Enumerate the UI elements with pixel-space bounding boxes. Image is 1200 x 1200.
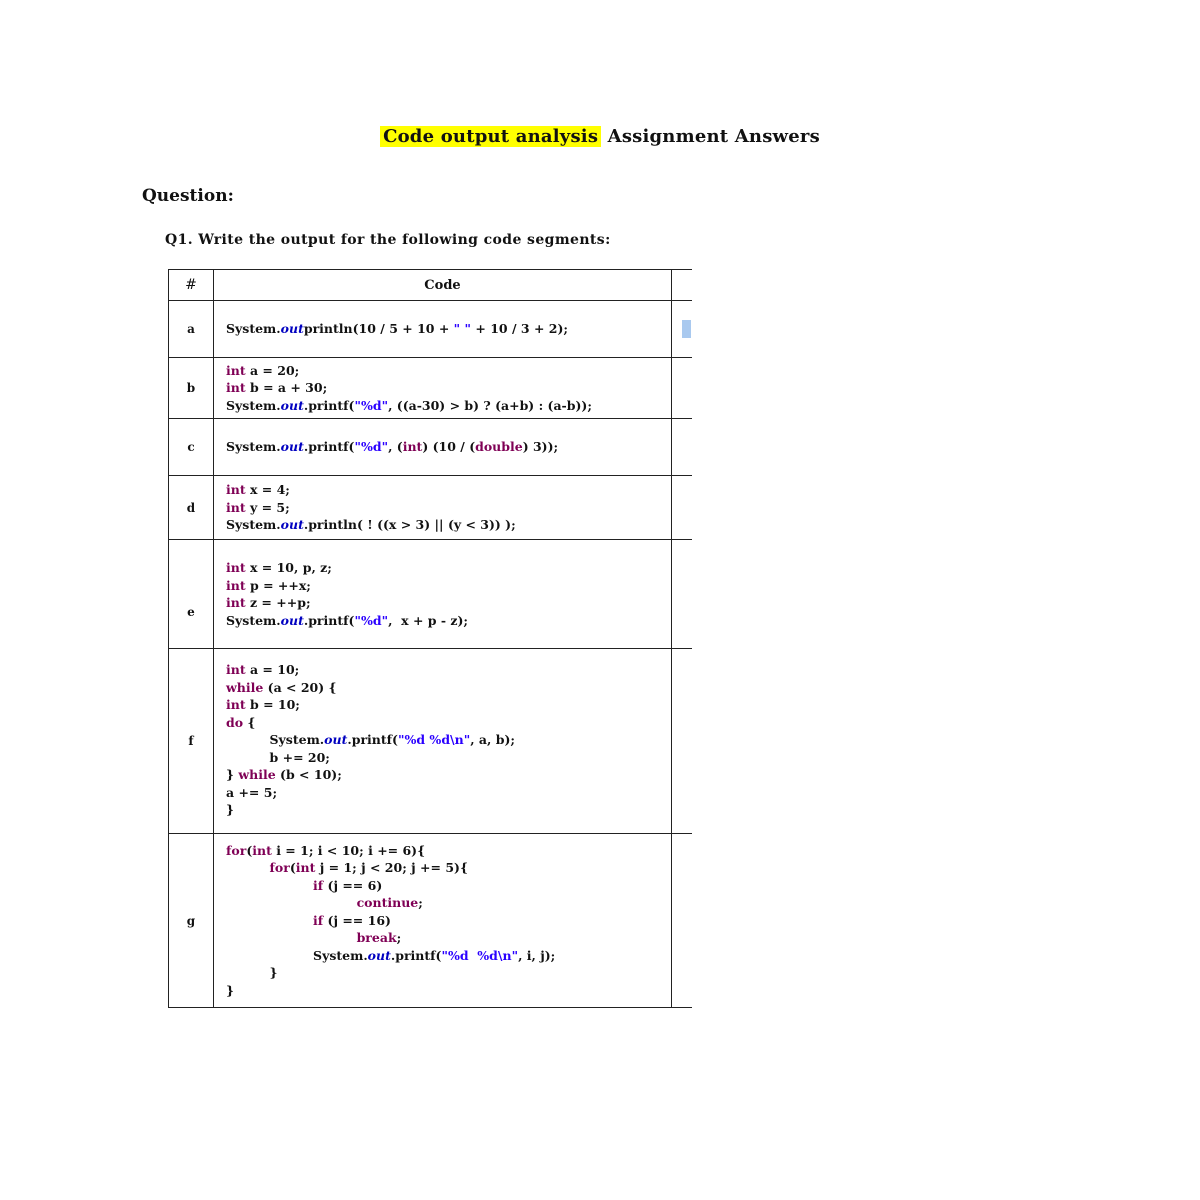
code-string: "%d" xyxy=(354,397,389,413)
code-field: out xyxy=(280,439,304,455)
answer-cell[interactable] xyxy=(672,358,693,419)
title-highlight: Code output analysis xyxy=(380,126,601,147)
row-label: e xyxy=(169,540,214,649)
code-text: System. xyxy=(226,439,281,455)
code-text: b = a + 30; xyxy=(245,380,328,396)
code-keyword: int xyxy=(226,697,246,713)
code-text: ( xyxy=(246,842,253,858)
code-block xyxy=(214,840,671,1002)
table-row xyxy=(169,419,693,476)
header-answer xyxy=(672,270,693,301)
selection-marker xyxy=(682,320,691,338)
code-text: x = 10, p, z; xyxy=(245,560,332,575)
code-line xyxy=(226,766,671,784)
code-keyword: int xyxy=(226,595,246,610)
code-line xyxy=(226,894,671,912)
code-keyword: while xyxy=(238,767,276,783)
code-line xyxy=(226,714,671,732)
code-line xyxy=(226,784,671,802)
code-keyword: int xyxy=(226,362,246,378)
table-row xyxy=(169,358,693,419)
code-keyword: int xyxy=(295,860,316,876)
code-text: System. xyxy=(226,947,368,963)
code-text: a = 20; xyxy=(245,362,300,378)
code-keyword: do xyxy=(226,714,244,730)
code-text: } xyxy=(226,965,278,981)
code-cell xyxy=(214,358,672,419)
code-keyword: continue xyxy=(356,895,419,911)
code-line xyxy=(226,320,671,338)
row-label: f xyxy=(169,649,214,834)
code-line xyxy=(226,559,671,577)
code-text: , i, j); xyxy=(518,947,556,963)
code-line xyxy=(226,594,671,612)
code-keyword: int xyxy=(226,560,246,575)
code-text: ( xyxy=(289,860,296,876)
code-line xyxy=(226,516,671,534)
code-cell xyxy=(214,419,672,476)
code-string: "%d" xyxy=(354,612,389,628)
code-text: System. xyxy=(226,612,281,628)
code-line xyxy=(226,964,671,982)
table-row xyxy=(169,301,693,358)
code-line xyxy=(226,982,671,1000)
code-text: ; xyxy=(396,930,402,946)
code-keyword: int xyxy=(226,662,246,678)
code-block xyxy=(214,479,671,536)
q1-prompt: Q1. Write the output for the following code segments: xyxy=(165,232,611,248)
code-block xyxy=(214,557,671,631)
answer-cell[interactable] xyxy=(672,419,693,476)
code-text: a = 10; xyxy=(245,662,300,678)
row-label: g xyxy=(169,834,214,1008)
code-text: System. xyxy=(226,397,281,413)
row-label: a xyxy=(169,301,214,358)
code-text: , ((a-30) > b) ? (a+b) : (a-b)); xyxy=(388,397,592,413)
code-field: out xyxy=(280,397,304,413)
code-text: .println( ! ((x > 3) || (y < 3)) ); xyxy=(303,517,516,533)
code-cell xyxy=(214,834,672,1008)
code-text: System. xyxy=(226,517,281,533)
answer-cell[interactable] xyxy=(672,301,693,358)
code-text: j = 1; j < 20; j += 5){ xyxy=(315,860,468,876)
table-row xyxy=(169,540,693,649)
code-text: i = 1; i < 10; i += 6){ xyxy=(271,842,426,858)
code-text: } xyxy=(226,982,235,998)
code-text: .printf( xyxy=(303,439,355,455)
question-heading: Question: xyxy=(142,186,234,206)
code-cell xyxy=(214,540,672,649)
code-field: out xyxy=(280,517,304,533)
code-text: } xyxy=(226,802,235,818)
code-text: b = 10; xyxy=(245,697,300,713)
table-header-row xyxy=(169,270,693,301)
code-text: + 10 / 3 + 2); xyxy=(471,321,568,337)
code-text: a += 5; xyxy=(226,784,278,800)
header-number: # xyxy=(169,270,214,301)
code-line xyxy=(226,379,671,397)
answer-cell[interactable] xyxy=(672,540,693,649)
code-text: (j == 6) xyxy=(323,877,383,893)
answer-cell[interactable] xyxy=(672,476,693,540)
code-text xyxy=(226,878,313,893)
code-string: " " xyxy=(453,321,472,337)
code-text: { xyxy=(243,714,256,730)
code-field: out xyxy=(367,947,391,963)
answer-cell[interactable] xyxy=(672,834,693,1008)
header-code: Code xyxy=(214,270,672,301)
code-line xyxy=(226,912,671,930)
code-block xyxy=(214,360,671,417)
code-text: y = 5; xyxy=(245,499,290,515)
code-line xyxy=(226,877,671,895)
code-text: System. xyxy=(226,732,325,748)
code-text: b += 20; xyxy=(226,749,330,765)
code-line xyxy=(226,362,671,380)
code-block xyxy=(214,318,671,340)
code-field: out xyxy=(324,732,348,748)
code-line xyxy=(226,947,671,965)
code-keyword: int xyxy=(226,577,246,593)
code-text: .printf( xyxy=(390,947,442,963)
code-keyword: for xyxy=(226,842,247,858)
code-text: , x + p - z); xyxy=(388,612,469,628)
code-line xyxy=(226,801,671,819)
code-line xyxy=(226,696,671,714)
code-keyword: if xyxy=(313,877,324,893)
code-text: .printf( xyxy=(347,732,398,748)
document-title xyxy=(0,126,1200,147)
code-keyword: int xyxy=(226,380,246,396)
code-text: ; xyxy=(418,895,423,911)
code-line xyxy=(226,929,671,947)
code-keyword: int xyxy=(226,499,246,515)
code-text: (j == 16) xyxy=(323,912,391,928)
code-line xyxy=(226,577,671,595)
row-label: b xyxy=(169,358,214,419)
code-string: "%d %d\n" xyxy=(441,947,519,963)
code-text: ) 3)); xyxy=(522,439,559,455)
code-table xyxy=(168,269,692,1008)
code-line xyxy=(226,661,671,679)
code-field: out xyxy=(280,321,304,337)
code-text xyxy=(226,860,270,875)
code-text: System. xyxy=(226,321,281,337)
code-line xyxy=(226,842,671,860)
code-text: , a, b); xyxy=(470,732,515,748)
code-keyword: double xyxy=(475,439,523,455)
code-text: x = 4; xyxy=(245,482,290,498)
code-text: (a < 20) { xyxy=(263,679,337,695)
code-text xyxy=(226,913,313,928)
code-line xyxy=(226,731,671,749)
code-string: "%d %d\n" xyxy=(397,732,471,748)
code-keyword: int xyxy=(226,482,246,498)
code-text xyxy=(226,930,357,945)
code-block xyxy=(214,661,671,821)
code-line xyxy=(226,438,671,456)
code-line xyxy=(226,749,671,767)
code-line xyxy=(226,679,671,697)
code-text: } xyxy=(226,767,239,783)
code-text: z = ++p; xyxy=(245,595,311,610)
code-field: out xyxy=(280,612,304,628)
code-keyword: break xyxy=(356,930,397,946)
answer-cell[interactable] xyxy=(672,649,693,834)
row-label: c xyxy=(169,419,214,476)
code-block xyxy=(214,436,671,458)
code-text: ) (10 / ( xyxy=(422,439,476,455)
code-keyword: int xyxy=(252,842,272,858)
code-cell xyxy=(214,301,672,358)
code-text: .printf( xyxy=(303,397,355,413)
code-line xyxy=(226,859,671,877)
row-label: d xyxy=(169,476,214,540)
code-text: , ( xyxy=(388,439,403,455)
code-cell xyxy=(214,476,672,540)
code-text: (b < 10); xyxy=(275,767,342,783)
code-line xyxy=(226,499,671,517)
code-keyword: if xyxy=(313,912,324,928)
code-text: p = ++x; xyxy=(245,577,311,593)
table-row xyxy=(169,476,693,540)
code-cell xyxy=(214,649,672,834)
code-line xyxy=(226,612,671,630)
code-text: .printf( xyxy=(303,612,355,628)
code-text xyxy=(226,895,357,910)
code-text: println(10 / 5 + 10 + xyxy=(303,321,454,337)
table-row xyxy=(169,649,693,834)
code-string: "%d" xyxy=(354,439,389,455)
code-keyword: int xyxy=(402,439,423,455)
code-line xyxy=(226,481,671,499)
code-keyword: for xyxy=(269,860,290,876)
title-rest: Assignment Answers xyxy=(601,126,820,147)
table-row xyxy=(169,834,693,1008)
code-line xyxy=(226,397,671,415)
code-keyword: while xyxy=(226,679,264,695)
